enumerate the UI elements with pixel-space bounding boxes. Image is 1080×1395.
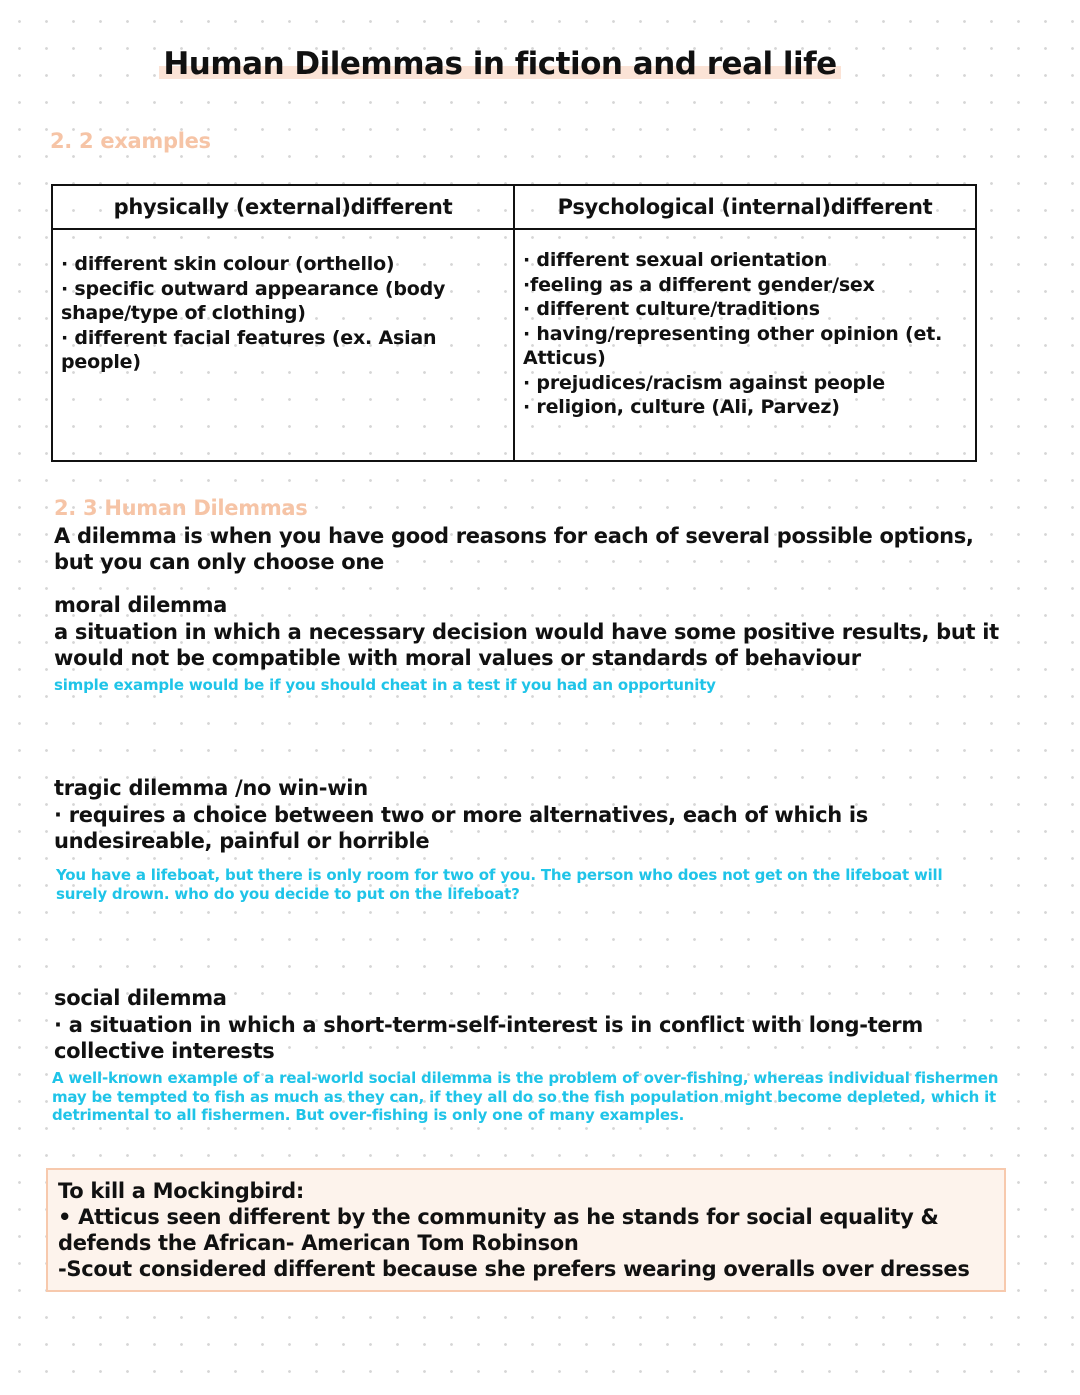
mockingbird-line: -Scout considered different because she prefers wearing overalls over dresses <box>58 1257 970 1281</box>
social-dilemma-text: · a situation in which a short-term-self-interest is in conflict with long-term collective interests <box>54 1013 923 1063</box>
table-header-physical: physically (external)different <box>52 185 514 229</box>
social-dilemma-title: social dilemma <box>54 986 227 1010</box>
list-item: · specific outward appearance (body shape/type of clothing) <box>61 277 446 324</box>
list-item: · different skin colour (orthello) <box>61 253 395 275</box>
tragic-dilemma-title: tragic dilemma /no win-win <box>54 776 368 800</box>
moral-dilemma-title: moral dilemma <box>54 593 228 617</box>
differences-table <box>51 184 977 462</box>
list-item: · different culture/traditions <box>523 298 820 320</box>
list-item: · prejudices/racism against people <box>523 371 885 394</box>
table-row <box>52 229 976 461</box>
mockingbird-note-box <box>46 1168 1006 1292</box>
psychological-differences-cell <box>514 229 976 461</box>
moral-dilemma-text: a situation in which a necessary decision would have some positive results, but it would not be compatible with moral values or standards of behaviour <box>54 620 999 670</box>
physical-differences-cell <box>52 229 514 461</box>
list-item: ·feeling as a different gender/sex <box>523 273 875 296</box>
table-header-row <box>52 185 976 229</box>
social-dilemma-example: A well-known example of a real-world social dilemma is the problem of over-fishing, whereas individual fishermen may be tempted to fish as much as they can, if they all do so the fish population might become depleted, which it detrimental to all fishermen. But over-fishing is only one of many examples. <box>52 1069 999 1124</box>
mockingbird-title: To kill a Mockingbird: <box>58 1179 304 1203</box>
list-item: · religion, culture (Ali, Parvez) <box>523 396 840 418</box>
list-item: · having/representing other opinion (et. Atticus) <box>523 322 943 369</box>
section-heading-examples: 2. 2 examples <box>50 129 211 153</box>
section-heading-dilemmas: 2. 3 Human Dilemmas <box>54 496 308 520</box>
mockingbird-line: defends the African- American Tom Robinson <box>58 1231 579 1255</box>
tragic-dilemma-example: You have a lifeboat, but there is only room for two of you. The person who does not get on the lifeboat will surely drown. who do you decide to put on the lifeboat? <box>56 866 943 903</box>
page-title-text: Human Dilemmas in fiction and real life <box>159 46 840 82</box>
mockingbird-line: • Atticus seen different by the community as he stands for social equality & <box>58 1205 939 1229</box>
dilemma-definition: A dilemma is when you have good reasons for each of several possible options, but you can only choose one <box>54 524 974 574</box>
list-item: · different facial features (ex. Asian people) <box>61 326 437 373</box>
table-header-psychological: Psychological (internal)different <box>514 185 976 229</box>
page-title <box>0 46 1000 82</box>
list-item: · different sexual orientation <box>523 249 828 271</box>
moral-dilemma-example: simple example would be if you should cheat in a test if you had an opportunity <box>54 676 716 694</box>
tragic-dilemma-text: · requires a choice between two or more alternatives, each of which is undesireable, painful or horrible <box>54 803 868 853</box>
